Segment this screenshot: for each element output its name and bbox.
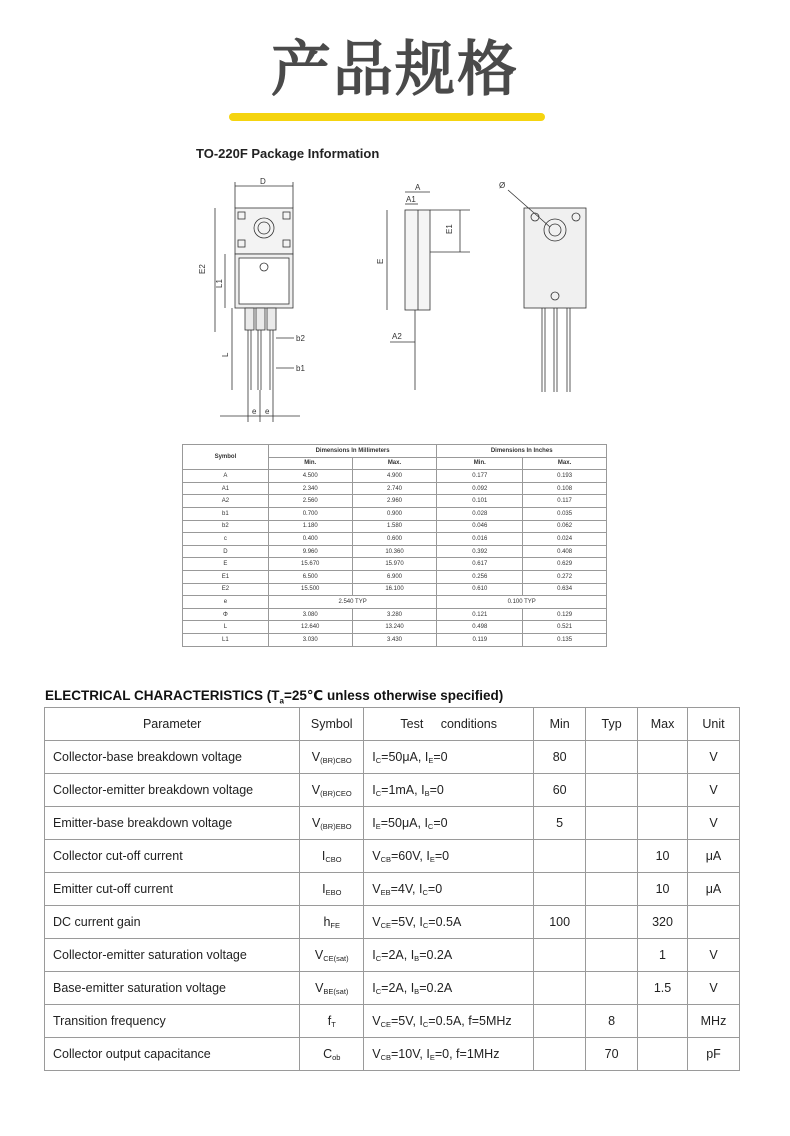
elec-typ: 70 [586, 1038, 638, 1071]
dim-mm-min: 1.180 [268, 520, 352, 533]
elec-max [638, 741, 688, 774]
dim-header-in-min: Min. [437, 457, 523, 470]
elec-row [45, 972, 740, 1005]
elec-conditions: $I_C=2A$, $I_B=0.2A$ [364, 972, 534, 1005]
elec-typ [586, 873, 638, 906]
elec-max: 1 [638, 939, 688, 972]
elec-symbol: $V_{(BR)CBO}$ [300, 741, 364, 774]
dim-row [183, 470, 607, 483]
page-title: 产品规格 [271, 35, 519, 105]
label-b2: b2 [296, 334, 305, 343]
dim-symbol: E1 [183, 570, 269, 583]
dim-in-min: 0.101 [437, 495, 523, 508]
dim-mm-max: 6.900 [352, 570, 437, 583]
elec-parameter: Collector-emitter saturation voltage [45, 939, 300, 972]
elec-symbol: $V_{(BR)EBO}$ [300, 807, 364, 840]
label-e-2: e [265, 407, 270, 416]
elec-conditions: $I_C=1mA$, $I_B=0$ [364, 774, 534, 807]
elec-parameter: Collector output capacitance [45, 1038, 300, 1071]
elec-symbol: $C_{ob}$ [300, 1038, 364, 1071]
dim-mm-max: 2.740 [352, 482, 437, 495]
dim-row [183, 570, 607, 583]
dim-in-max: 0.129 [523, 608, 607, 621]
dim-mm-max: 16.100 [352, 583, 437, 596]
dim-mm-max: 3.430 [352, 633, 437, 646]
dim-header-symbol: Symbol [183, 445, 269, 470]
elec-max: 10 [638, 873, 688, 906]
electrical-table [44, 707, 740, 1071]
dim-in-min: 0.256 [437, 570, 523, 583]
dim-symbol: A [183, 470, 269, 483]
elec-conditions: $V_{CB}=60V$, $I_E=0$ [364, 840, 534, 873]
dim-symbol: b2 [183, 520, 269, 533]
dim-mm-min: 6.500 [268, 570, 352, 583]
dim-in-min: 0.617 [437, 558, 523, 571]
elec-unit: MHz [688, 1005, 740, 1038]
elec-typ [586, 939, 638, 972]
dim-in-max: 0.634 [523, 583, 607, 596]
elec-header-parameter: Parameter [45, 708, 300, 741]
dim-in-typ: 0.100 TYP [437, 596, 607, 609]
dim-in-max: 0.521 [523, 621, 607, 634]
dim-symbol: b1 [183, 507, 269, 520]
dim-mm-min: 3.080 [268, 608, 352, 621]
dim-header-mm-max: Max. [352, 457, 437, 470]
dim-header-in-max: Max. [523, 457, 607, 470]
dim-row [183, 520, 607, 533]
elec-header-max: Max [638, 708, 688, 741]
title-underline [229, 113, 545, 121]
elec-symbol: $V_{BE(sat)}$ [300, 972, 364, 1005]
elec-conditions: $V_{CB}=10V$, $I_E=0$, f=1MHz [364, 1038, 534, 1071]
dim-mm-min: 4.500 [268, 470, 352, 483]
elec-row [45, 906, 740, 939]
dim-symbol: L [183, 621, 269, 634]
elec-unit: pF [688, 1038, 740, 1071]
dim-in-min: 0.119 [437, 633, 523, 646]
label-phi: Ø [499, 181, 506, 190]
elec-row [45, 1005, 740, 1038]
dim-mm-max: 10.360 [352, 545, 437, 558]
back-view [508, 190, 586, 392]
dim-row [183, 545, 607, 558]
elec-max [638, 774, 688, 807]
dim-symbol: A2 [183, 495, 269, 508]
elec-min [534, 1005, 586, 1038]
elec-symbol: $I_{EBO}$ [300, 873, 364, 906]
elec-max: 320 [638, 906, 688, 939]
elec-unit: V [688, 807, 740, 840]
dim-row [183, 633, 607, 646]
label-E2: E2 [198, 264, 207, 274]
elec-min [534, 873, 586, 906]
elec-min [534, 972, 586, 1005]
dim-mm-max: 0.900 [352, 507, 437, 520]
dim-in-min: 0.046 [437, 520, 523, 533]
label-E: E [376, 258, 385, 264]
dim-mm-max: 0.600 [352, 533, 437, 546]
side-view [387, 192, 470, 390]
elec-typ [586, 741, 638, 774]
elec-max [638, 1005, 688, 1038]
dim-body [183, 470, 607, 646]
elec-typ [586, 906, 638, 939]
elec-header-unit: Unit [688, 708, 740, 741]
elec-header-symbol: Symbol [300, 708, 364, 741]
dim-mm-max: 3.280 [352, 608, 437, 621]
elec-row [45, 939, 740, 972]
elec-header-row [45, 708, 740, 741]
elec-parameter: Emitter cut-off current [45, 873, 300, 906]
elec-typ: 8 [586, 1005, 638, 1038]
elec-min: 60 [534, 774, 586, 807]
dim-in-max: 0.062 [523, 520, 607, 533]
electrical-heading: ELECTRICAL CHARACTERISTICS ($T_a=25℃$ unless otherwise specified) [45, 688, 504, 706]
elec-min: 80 [534, 741, 586, 774]
elec-parameter: Collector-base breakdown voltage [45, 741, 300, 774]
elec-max [638, 807, 688, 840]
elec-conditions: $I_E=50\mu A$, $I_C=0$ [364, 807, 534, 840]
elec-conditions: $V_{CE}=5V$, $I_C=0.5A$ [364, 906, 534, 939]
elec-row [45, 1038, 740, 1071]
dim-row [183, 608, 607, 621]
elec-min [534, 1038, 586, 1071]
elec-conditions: $I_C=2A$, $I_B=0.2A$ [364, 939, 534, 972]
elec-header-min: Min [534, 708, 586, 741]
dim-in-min: 0.610 [437, 583, 523, 596]
elec-min [534, 939, 586, 972]
elec-row [45, 807, 740, 840]
package-heading: TO-220F Package Information [196, 146, 380, 161]
dim-mm-max: 13.240 [352, 621, 437, 634]
dim-header-mm: Dimensions In Millimeters [268, 445, 437, 458]
label-A2: A2 [392, 332, 402, 341]
elec-min [534, 840, 586, 873]
elec-parameter: Collector cut-off current [45, 840, 300, 873]
elec-header-typ: Typ [586, 708, 638, 741]
elec-max [638, 1038, 688, 1071]
dim-mm-min: 3.030 [268, 633, 352, 646]
elec-symbol: $h_{FE}$ [300, 906, 364, 939]
label-A: A [415, 183, 421, 192]
elec-min: 100 [534, 906, 586, 939]
elec-typ [586, 774, 638, 807]
dim-row [183, 596, 607, 609]
dim-header-mm-min: Min. [268, 457, 352, 470]
dim-mm-typ: 2.540 TYP [268, 596, 437, 609]
elec-parameter: Emitter-base breakdown voltage [45, 807, 300, 840]
elec-body [45, 741, 740, 1071]
dim-symbol: D [183, 545, 269, 558]
elec-parameter: Base-emitter saturation voltage [45, 972, 300, 1005]
elec-conditions: $I_C=50\mu A$, $I_E=0$ [364, 741, 534, 774]
dim-symbol: E2 [183, 583, 269, 596]
dim-symbol: L1 [183, 633, 269, 646]
dim-row [183, 482, 607, 495]
label-b1: b1 [296, 364, 305, 373]
dim-in-max: 0.193 [523, 470, 607, 483]
elec-symbol: $I_{CBO}$ [300, 840, 364, 873]
dim-in-max: 0.408 [523, 545, 607, 558]
dim-row [183, 495, 607, 508]
dim-in-max: 0.024 [523, 533, 607, 546]
elec-unit: V [688, 939, 740, 972]
dim-symbol: E [183, 558, 269, 571]
dim-mm-max: 15.970 [352, 558, 437, 571]
elec-max: 1.5 [638, 972, 688, 1005]
elec-row [45, 774, 740, 807]
dim-mm-min: 2.340 [268, 482, 352, 495]
dim-in-min: 0.016 [437, 533, 523, 546]
dim-in-min: 0.121 [437, 608, 523, 621]
dim-mm-min: 0.400 [268, 533, 352, 546]
elec-unit [688, 906, 740, 939]
dimensions-table [182, 444, 607, 647]
dim-row [183, 507, 607, 520]
dim-mm-max: 1.580 [352, 520, 437, 533]
dim-header-inch: Dimensions In Inches [437, 445, 607, 458]
dim-in-min: 0.092 [437, 482, 523, 495]
dim-row [183, 533, 607, 546]
elec-row [45, 873, 740, 906]
label-D: D [260, 177, 266, 186]
elec-unit: V [688, 741, 740, 774]
elec-header-conditions: Test conditions [364, 708, 534, 741]
elec-unit: μA [688, 840, 740, 873]
label-L: L [221, 352, 230, 357]
dim-row [183, 558, 607, 571]
dim-symbol: A1 [183, 482, 269, 495]
dim-mm-max: 2.960 [352, 495, 437, 508]
dim-row [183, 621, 607, 634]
elec-unit: V [688, 774, 740, 807]
dim-in-max: 0.272 [523, 570, 607, 583]
dim-mm-min: 0.700 [268, 507, 352, 520]
package-drawing [190, 172, 610, 432]
elec-row [45, 741, 740, 774]
dim-header-row [183, 445, 607, 458]
front-view [215, 182, 300, 422]
dim-in-min: 0.028 [437, 507, 523, 520]
elec-unit: V [688, 972, 740, 1005]
elec-symbol: $f_T$ [300, 1005, 364, 1038]
dim-mm-min: 15.670 [268, 558, 352, 571]
elec-parameter: DC current gain [45, 906, 300, 939]
elec-conditions: $V_{EB}=4V$, $I_C=0$ [364, 873, 534, 906]
elec-parameter: Collector-emitter breakdown voltage [45, 774, 300, 807]
dim-mm-min: 15.500 [268, 583, 352, 596]
dim-in-min: 0.392 [437, 545, 523, 558]
dim-mm-max: 4.900 [352, 470, 437, 483]
dim-in-max: 0.117 [523, 495, 607, 508]
elec-typ [586, 972, 638, 1005]
dim-symbol: e [183, 596, 269, 609]
elec-typ [586, 807, 638, 840]
elec-typ [586, 840, 638, 873]
dim-mm-min: 2.560 [268, 495, 352, 508]
dim-in-max: 0.108 [523, 482, 607, 495]
label-E1: E1 [445, 224, 454, 234]
elec-parameter: Transition frequency [45, 1005, 300, 1038]
dim-in-min: 0.177 [437, 470, 523, 483]
elec-symbol: $V_{CE(sat)}$ [300, 939, 364, 972]
label-L1: L1 [215, 279, 224, 288]
dim-in-max: 0.035 [523, 507, 607, 520]
dim-mm-min: 12.640 [268, 621, 352, 634]
elec-symbol: $V_{(BR)CEO}$ [300, 774, 364, 807]
elec-unit: μA [688, 873, 740, 906]
dim-symbol: c [183, 533, 269, 546]
elec-min: 5 [534, 807, 586, 840]
dim-symbol: Φ [183, 608, 269, 621]
dim-in-min: 0.498 [437, 621, 523, 634]
label-e-1: e [252, 407, 257, 416]
elec-max: 10 [638, 840, 688, 873]
dim-in-max: 0.629 [523, 558, 607, 571]
dim-mm-min: 9.960 [268, 545, 352, 558]
label-A1: A1 [406, 195, 416, 204]
dim-in-max: 0.135 [523, 633, 607, 646]
elec-row [45, 840, 740, 873]
elec-conditions: $V_{CE}=5V$, $I_C=0.5A$, f=5MHz [364, 1005, 534, 1038]
dim-row [183, 583, 607, 596]
